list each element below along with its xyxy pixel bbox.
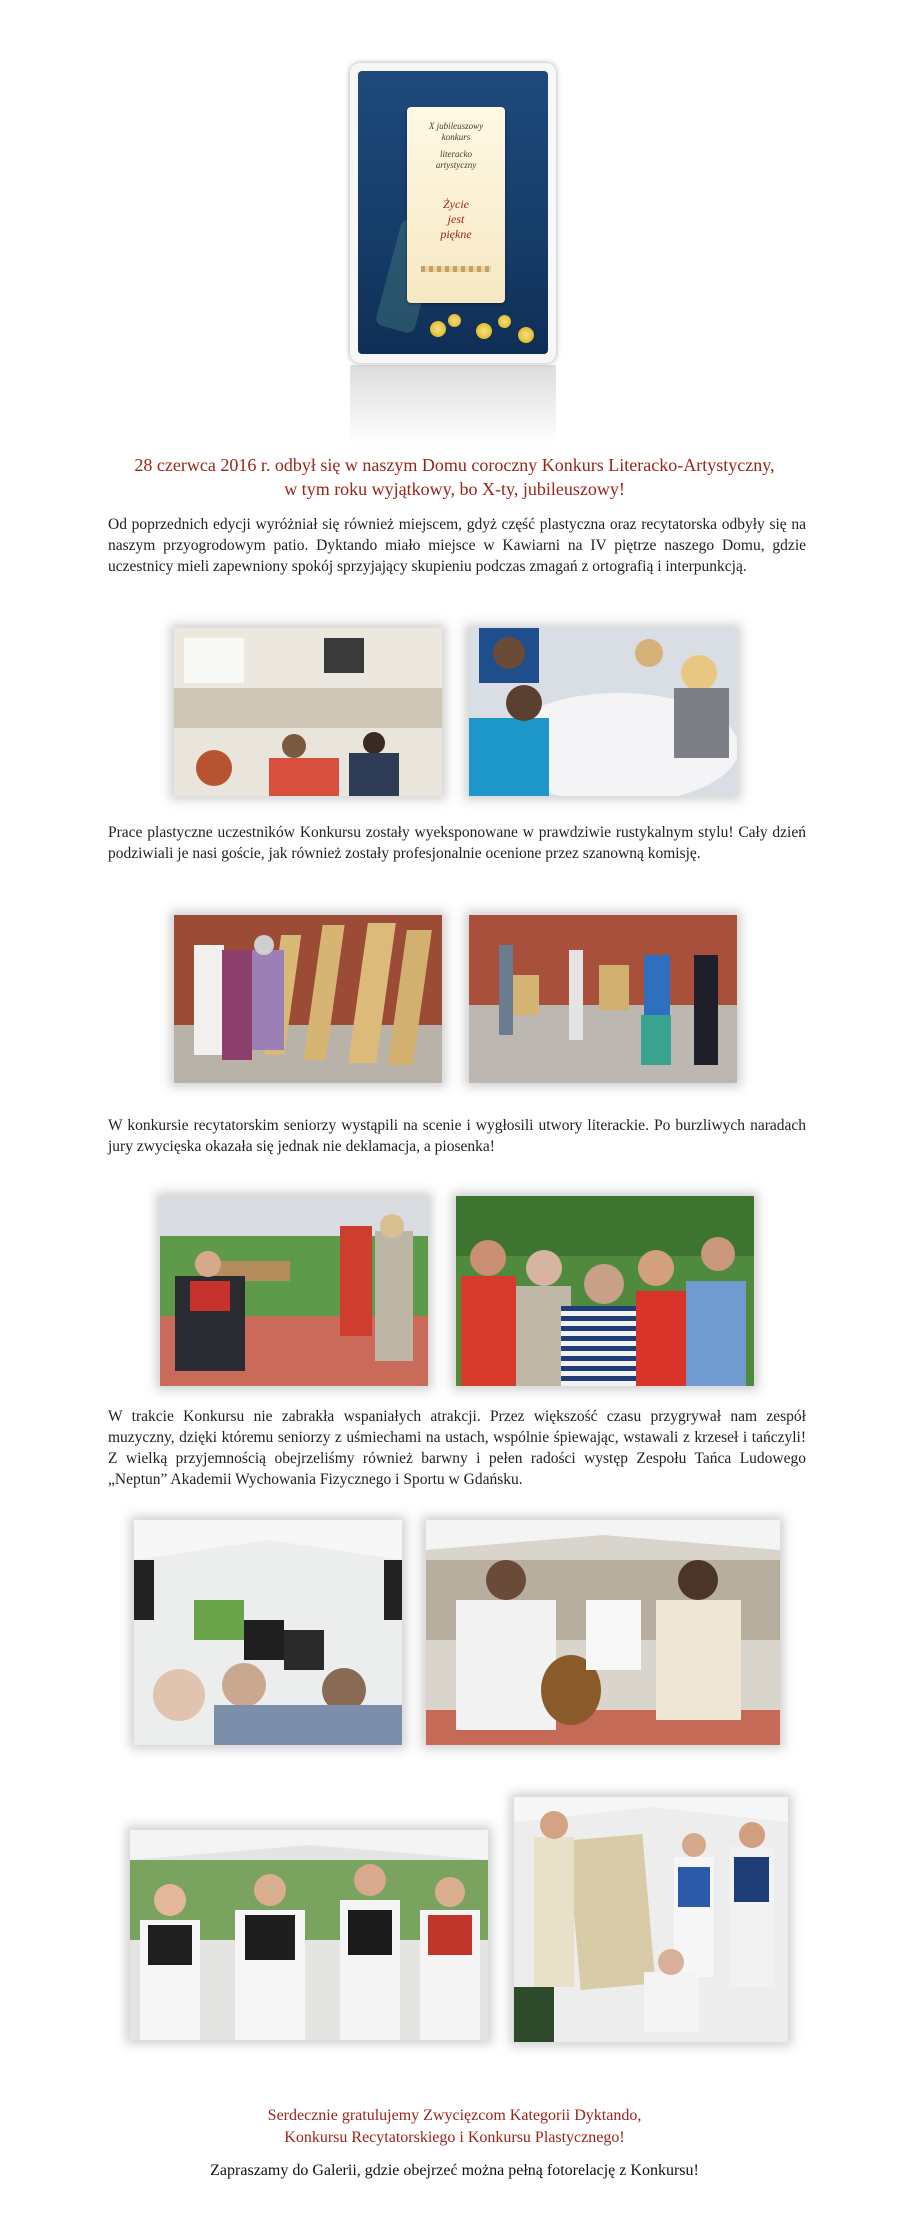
poster-line-7: piękne — [440, 227, 472, 241]
article-headline — [90, 453, 819, 501]
photo-dictation-writing — [469, 628, 737, 796]
contest-poster — [350, 63, 556, 363]
photo-folk-dance-show — [514, 1797, 788, 2042]
photo-recitation-winners — [456, 1196, 754, 1386]
photo-band-tent — [134, 1520, 402, 1745]
headline-line-1: 28 czerwca 2016 r. odbył się w naszym Domu coroczny Konkurs Literacko-Artystyczny, — [134, 455, 775, 475]
poster-line-6: jest — [447, 212, 465, 226]
congratulations-text — [150, 2105, 759, 2149]
congratulations-line-2: Konkursu Recytatorskiego i Konkursu Plastycznego! — [284, 2129, 625, 2146]
paragraph-3: W konkursie recytatorskim seniorzy wystąpili na scenie i wygłosili utwory literackie. Po burzliwych naradach jury zwycięska okazała się jednak nie deklamacja, a piosenka! — [108, 1117, 806, 1155]
flower-icon — [476, 323, 492, 339]
poster-line-5: Życie — [443, 197, 469, 211]
congratulations-line-1: Serdecznie gratulujemy Zwycięzcom Kategorii Dyktando, — [267, 2107, 642, 2124]
flower-icon — [430, 321, 446, 337]
poster-background — [358, 71, 548, 354]
photo-art-exhibition — [174, 915, 442, 1083]
poster-line-4: artystyczny — [435, 160, 477, 170]
photo-dictation-room — [174, 628, 442, 796]
poster-line-2: konkurs — [441, 132, 471, 142]
poster-line-3: literacko — [440, 149, 472, 159]
photo-art-visitors — [469, 915, 737, 1083]
photo-band-performance — [426, 1520, 780, 1745]
paragraph-4: W trakcie Konkursu nie zabrakła wspaniałych atrakcji. Przez większość czasu przygrywał nam zespół muzyczny, dzięki któremu seniorzy z uśmiechami na ustach, wspólnie śpiewając, wstawali z krzeseł i tańczyli! Z wielką przyjemnością obejrzeliśmy również barwny i pełen radości występ Zespołu Tańca Ludowego „Neptun” Akademii Wychowania Fizycznego i Sportu w Gdańsku. — [108, 1408, 806, 1488]
paragraph-1: Od poprzednich edycji wyróżniał się również miejscem, gdyż część plastyczna oraz recytatorska odbyły się na naszym przyogrodowym patio. Dyktando miało miejsce w Kawiarni na IV piętrze naszego Domu, gdzie uczestnicy mieli zapewniony spokój sprzyjający skupieniu podczas zmagań z ortografią i interpunkcją. — [108, 516, 806, 575]
flower-icon — [498, 315, 511, 328]
gallery-invitation: Zapraszamy do Galerii, gdzie obejrzeć można pełną fotorelację z Konkursu! — [210, 2162, 699, 2179]
headline-line-2: w tym roku wyjątkowy, bo X-ty, jubileuszowy! — [284, 479, 625, 499]
poster-line-1: X jubileuszowy — [428, 121, 484, 131]
flower-icon — [448, 314, 461, 327]
poster-reflection — [350, 365, 556, 445]
photo-folk-dancers — [130, 1830, 488, 2040]
poster-card — [407, 107, 505, 303]
flower-icon — [518, 327, 534, 343]
photo-recitation-jury — [160, 1196, 428, 1386]
paragraph-2: Prace plastyczne uczestników Konkursu zostały wyeksponowane w prawdziwie rustykalnym stylu! Cały dzień podziwiali je nasi goście, jak również zostały profesjonalnie ocenione przez szanowną komisję. — [108, 824, 806, 862]
poster-ornament — [421, 266, 491, 272]
